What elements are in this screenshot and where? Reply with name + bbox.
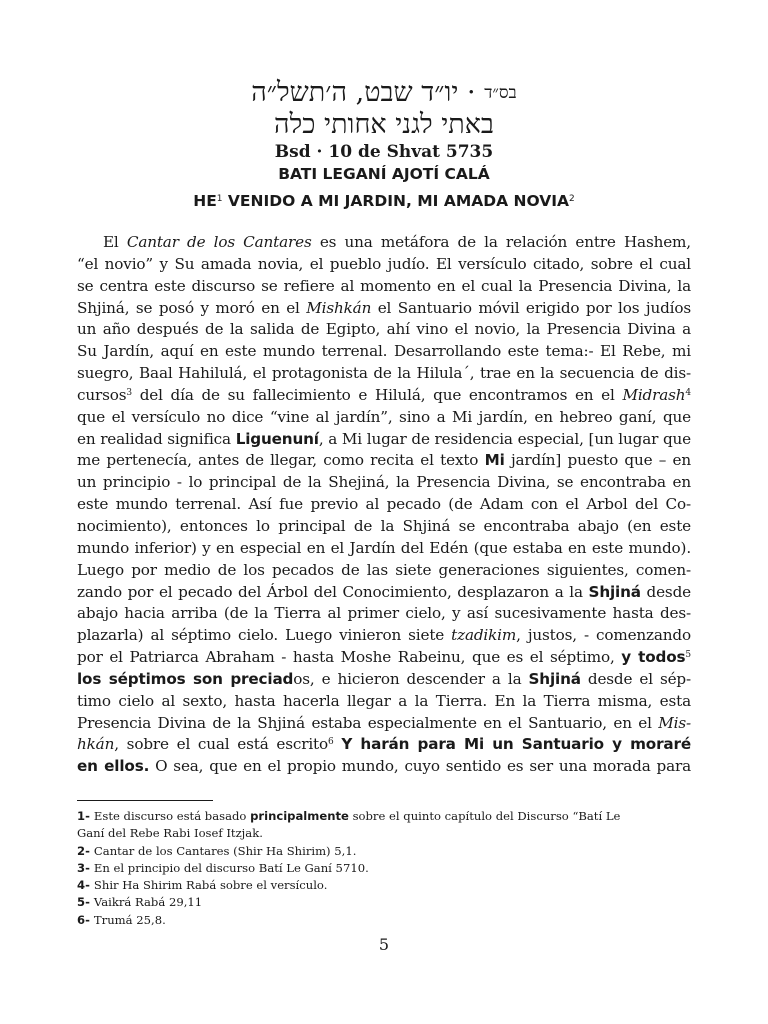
- text-run: , justos, - comenzando: [516, 626, 691, 645]
- text-run: , sobre el cual está escrito: [114, 735, 328, 754]
- footnote-number: 2-: [77, 843, 94, 858]
- text-run: Presencia Divina de la Shjiná estaba especialmente en el Santuario, en el: [77, 713, 659, 732]
- text-run: Cantar de los Cantares (Shir Ha Shirim) 5,1.: [93, 843, 357, 858]
- body-line: [77, 319, 691, 341]
- footnote-item: [77, 825, 691, 842]
- text-run: cursos: [77, 385, 127, 404]
- body-line: [77, 254, 691, 276]
- text-run: me pertenecía, antes de llegar, como recita el texto: [77, 451, 485, 470]
- body-line: [77, 232, 691, 254]
- footnote-ref-5[interactable]: 5: [685, 650, 691, 661]
- body-line: [77, 494, 691, 516]
- footnote-number: 5-: [77, 895, 94, 910]
- discourse-subtitle: [0, 190, 768, 212]
- text-run: del día de su fallecimiento e Hilulá, que encontramos en el: [131, 385, 623, 404]
- text-run: zando por el pecado del Árbol del Conocimiento, desplazaron a la: [77, 582, 589, 601]
- italic-term: Cantar de los Cantares: [126, 233, 312, 251]
- footnote-ref-4[interactable]: 4: [685, 387, 691, 398]
- text-run: mundo inferior) y en especial en el Jardín del Edén (que estaba en este mundo).: [77, 538, 691, 557]
- footnote-ref-2[interactable]: 2: [569, 194, 575, 204]
- body-line: [77, 756, 691, 778]
- text-run: os, e hicieron descender a la: [293, 669, 529, 688]
- body-line: [77, 341, 691, 363]
- text-run: El: [103, 233, 127, 251]
- body-line: [77, 713, 691, 735]
- bold-term: los séptimos son preciad: [77, 669, 294, 688]
- text-run: en realidad significa: [77, 429, 236, 448]
- hebrew-title: באתי לגני אחותי כלה: [274, 109, 494, 140]
- text-run: En el principio del discurso Batí Le Ganí 5710.: [93, 860, 369, 875]
- text-run: Shjiná, se posó y moró en el: [77, 298, 307, 317]
- text-run: Su Jardín, aquí en este mundo terrenal. Desarrollando este tema:- El Rebe, mi: [77, 342, 691, 361]
- footnotes: [77, 808, 691, 929]
- text-run: jardín] puesto que – en: [504, 451, 691, 470]
- bold-term: y todos: [621, 648, 686, 667]
- bold-term: Liguenuní: [235, 429, 319, 448]
- text-run: un principio - lo principal de la Shejiná, la Presencia Divina, se encontraba en: [77, 473, 691, 492]
- body-line: [77, 734, 691, 756]
- text-run: O sea, que en el propio mundo, cuyo sentido es ser una morada para: [149, 757, 691, 776]
- subtitle-part-a: HE: [193, 192, 217, 210]
- separator-dot: ·: [458, 77, 476, 108]
- text-run: por el Patriarca Abraham - hasta Moshe Rabeinu, que es el séptimo,: [77, 648, 622, 667]
- hebrew-date: יו״ד שבט, ה׳תשל״ה: [251, 77, 459, 108]
- text-run: que el versículo no dice “vine al jardín”, sino a Mi jardín, en hebreo ganí, que: [77, 407, 691, 426]
- text-run: Shir Ha Shirim Rabá sobre el versículo.: [93, 878, 328, 893]
- text-run: es una metáfora de la relación entre Hashem,: [311, 233, 691, 251]
- body-line: [77, 560, 691, 582]
- body-line: [77, 538, 691, 560]
- body-line: [77, 298, 691, 320]
- text-run: este mundo terrenal. Así fue previo al pecado (de Adam con el Arbol del Co-: [77, 495, 691, 514]
- footnote-number: 6-: [77, 912, 94, 927]
- footnote-ref-1[interactable]: 1: [216, 194, 223, 204]
- body-line: [77, 472, 691, 494]
- italic-term: hkán: [77, 735, 115, 754]
- italic-term: tzadikim: [451, 626, 517, 645]
- body-line: [77, 582, 691, 604]
- text-run: desde el sép-: [580, 669, 691, 688]
- footnote-item: [77, 912, 691, 929]
- text-run: Ganí del Rebe Rabi Iosef Itzjak.: [77, 826, 263, 841]
- text-run: Vaikrá Rabá 29,11: [93, 895, 203, 910]
- text-run: Luego por medio de los pecados de las siete generaciones siguientes, comen-: [77, 560, 691, 579]
- bold-term: principalmente: [250, 809, 349, 823]
- body-text: [77, 232, 691, 778]
- footnote-ref-6[interactable]: 6: [328, 737, 334, 748]
- body-line: [77, 691, 691, 713]
- text-run: sobre el quinto capítulo del Discurso “Batí Le: [348, 809, 621, 823]
- text-run: Este discurso está basado: [93, 809, 251, 823]
- text-run: nocimiento), entonces lo principal de la Shjiná se encontraba abajo (en este: [77, 516, 691, 535]
- body-line: [77, 363, 691, 385]
- text-run: abajo hacia arriba (de la Tierra al primer cielo, y así sucesivamente hasta des-: [77, 604, 691, 623]
- body-line: [77, 603, 691, 625]
- text-run: timo cielo al sexto, hasta hacerla llegar a la Tierra. En la Tierra misma, esta: [77, 691, 691, 710]
- footnote-item: [77, 808, 691, 825]
- text-run: el Santuario móvil erigido por los judíos: [371, 298, 691, 317]
- italic-term: Mis-: [658, 713, 691, 732]
- footnote-rule: [77, 800, 213, 801]
- bold-term: Shjiná: [588, 582, 641, 601]
- body-line: [77, 625, 691, 647]
- body-line: [77, 385, 691, 407]
- text-run: plazarla) al séptimo cielo. Luego vinieron siete: [77, 626, 452, 645]
- subtitle-part-b: VENIDO A MI JARDIN, MI AMADA NOVIA: [222, 192, 570, 210]
- footnote-number: 4-: [77, 878, 94, 893]
- bold-term: Mi: [484, 451, 505, 470]
- footnote-item: [77, 860, 691, 877]
- footnote-ref-3[interactable]: 3: [126, 387, 132, 398]
- italic-term: Mishkán: [306, 298, 372, 317]
- text-run: Trumá 25,8.: [93, 912, 166, 927]
- discourse-title: BATI LEGANÍ AJOTÍ CALÁ: [278, 165, 490, 183]
- footnote-item: [77, 843, 691, 860]
- body-line: [77, 516, 691, 538]
- footnote-number: 1-: [77, 809, 94, 823]
- text-run: “el novio” y Su amada novia, el pueblo judío. El versículo citado, sobre el cual: [77, 254, 691, 273]
- body-line: [77, 429, 691, 451]
- body-line: [77, 450, 691, 472]
- footnote-item: [77, 877, 691, 894]
- bold-term: Y harán para Mi un Santuario y moraré: [341, 735, 692, 754]
- bold-term: en ellos.: [77, 757, 150, 776]
- body-line: [77, 669, 691, 691]
- text-run: se centra este discurso se refiere al momento en el cual la Presencia Divina, la: [77, 276, 691, 295]
- page-number: 5: [378, 935, 390, 954]
- footnote-number: 3-: [77, 860, 94, 875]
- text-run: , a Mi lugar de residencia especial, [un lugar que: [318, 429, 691, 448]
- text-run: suegro, Baal Hahilulá, el protagonista de la Hilula´, trae en la secuencia de dis-: [77, 364, 691, 383]
- text-run: un año después de la salida de Egipto, ahí vino el novio, la Presencia Divina a: [77, 320, 691, 339]
- bold-term: Shjiná: [528, 669, 581, 688]
- body-line: [77, 276, 691, 298]
- body-line: [77, 407, 691, 429]
- body-line: [77, 647, 691, 669]
- text-run: desde: [640, 582, 691, 601]
- date-line: Bsd · 10 de Shvat 5735: [274, 142, 494, 162]
- footnote-item: [77, 894, 691, 911]
- hebrew-date-line: [0, 76, 768, 110]
- italic-term: Midrash: [622, 385, 686, 404]
- hebrew-bsd: בס״ד: [484, 83, 517, 103]
